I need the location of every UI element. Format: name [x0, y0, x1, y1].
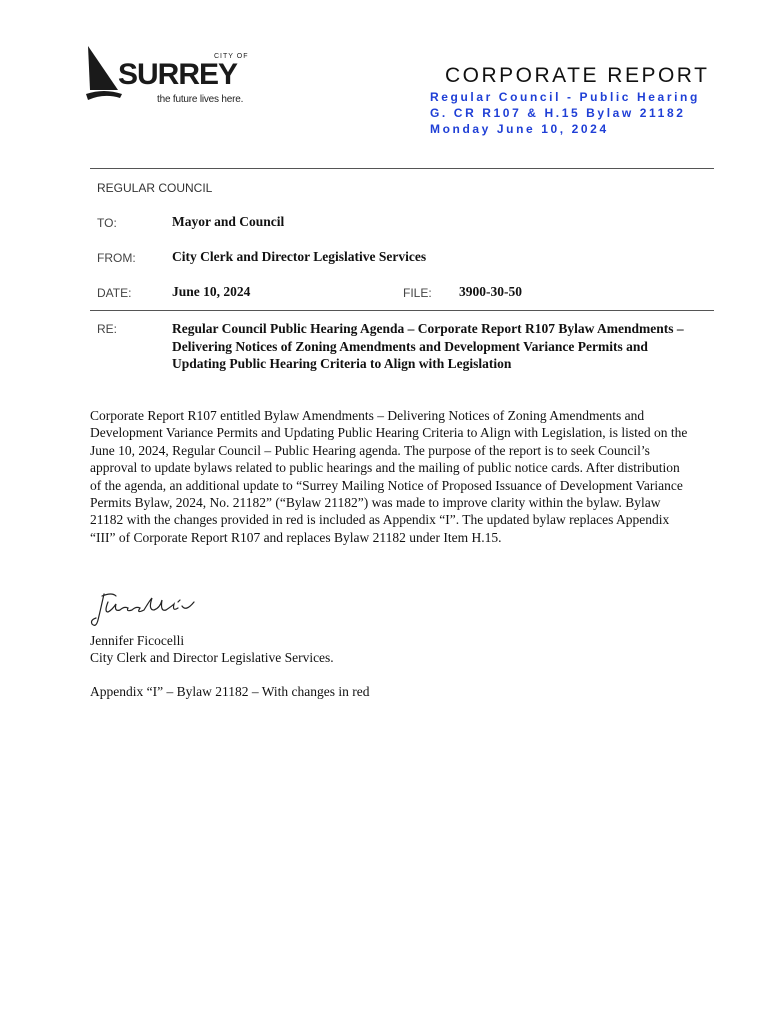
- date-value: June 10, 2024: [172, 284, 251, 299]
- report-subtitle-date: Monday June 10, 2024: [430, 122, 609, 136]
- report-title: CORPORATE REPORT: [445, 64, 710, 87]
- to-value: Mayor and Council: [172, 214, 285, 229]
- signatory-name: Jennifer Ficocelli: [90, 633, 185, 648]
- report-subtitle-meeting: Regular Council - Public Hearing: [430, 90, 700, 104]
- date-label: DATE:: [97, 286, 132, 300]
- re-subject: Regular Council Public Hearing Agenda – Corporate Report R107 Bylaw Amendments – Delivering Notices of Zoning Amendments and Development Variance Permits and Updating Public Hearing Criteria to Align with Legislation: [172, 321, 684, 372]
- signature-image: [90, 590, 200, 630]
- city-of-surrey-logo: [84, 44, 264, 114]
- from-label: FROM:: [97, 251, 136, 265]
- body-paragraph: Corporate Report R107 entitled Bylaw Amendments – Delivering Notices of Zoning Amendments and Development Variance Permits and Updating Public Hearing Criteria to Align with Legislation, is listed on the June 10, 2024, Regular Council – Public Hearing agenda. The purpose of the report is to seek Council’s approval to update bylaws related to public hearings and the mailing of public notice cards. After distribution of the agenda, an additional update to “Surrey Mailing Notice of Proposed Issuance of Development Variance Permits Bylaw, 2024, No. 21182” (“Bylaw 21182”) was made to improve clarity within the bylaw. Bylaw 21182 with the changes provided in red is included as Appendix “I”. The updated bylaw replaces Appendix “III” of Corporate Report R107 and replaces Bylaw 21182 under Item H.15.: [90, 408, 688, 545]
- signatory-block: [90, 632, 334, 667]
- header-divider: [90, 168, 714, 169]
- signatory-title: City Clerk and Director Legislative Services.: [90, 650, 334, 666]
- from-value: City Clerk and Director Legislative Services: [172, 249, 427, 264]
- to-label: TO:: [97, 216, 117, 230]
- re-label: RE:: [97, 322, 118, 336]
- logo-tagline: the future lives here.: [157, 94, 244, 105]
- file-value: 3900-30-50: [459, 284, 522, 299]
- logo-surrey: SURREY: [118, 58, 238, 91]
- report-subtitle-items: G. CR R107 & H.15 Bylaw 21182: [430, 106, 686, 120]
- fields-divider: [90, 310, 714, 311]
- logo-city-of: CITY OF: [214, 53, 249, 60]
- meeting-type: REGULAR COUNCIL: [97, 181, 213, 195]
- file-label: FILE:: [403, 286, 432, 300]
- appendix-note: Appendix “I” – Bylaw 21182 – With changes in red: [90, 684, 370, 699]
